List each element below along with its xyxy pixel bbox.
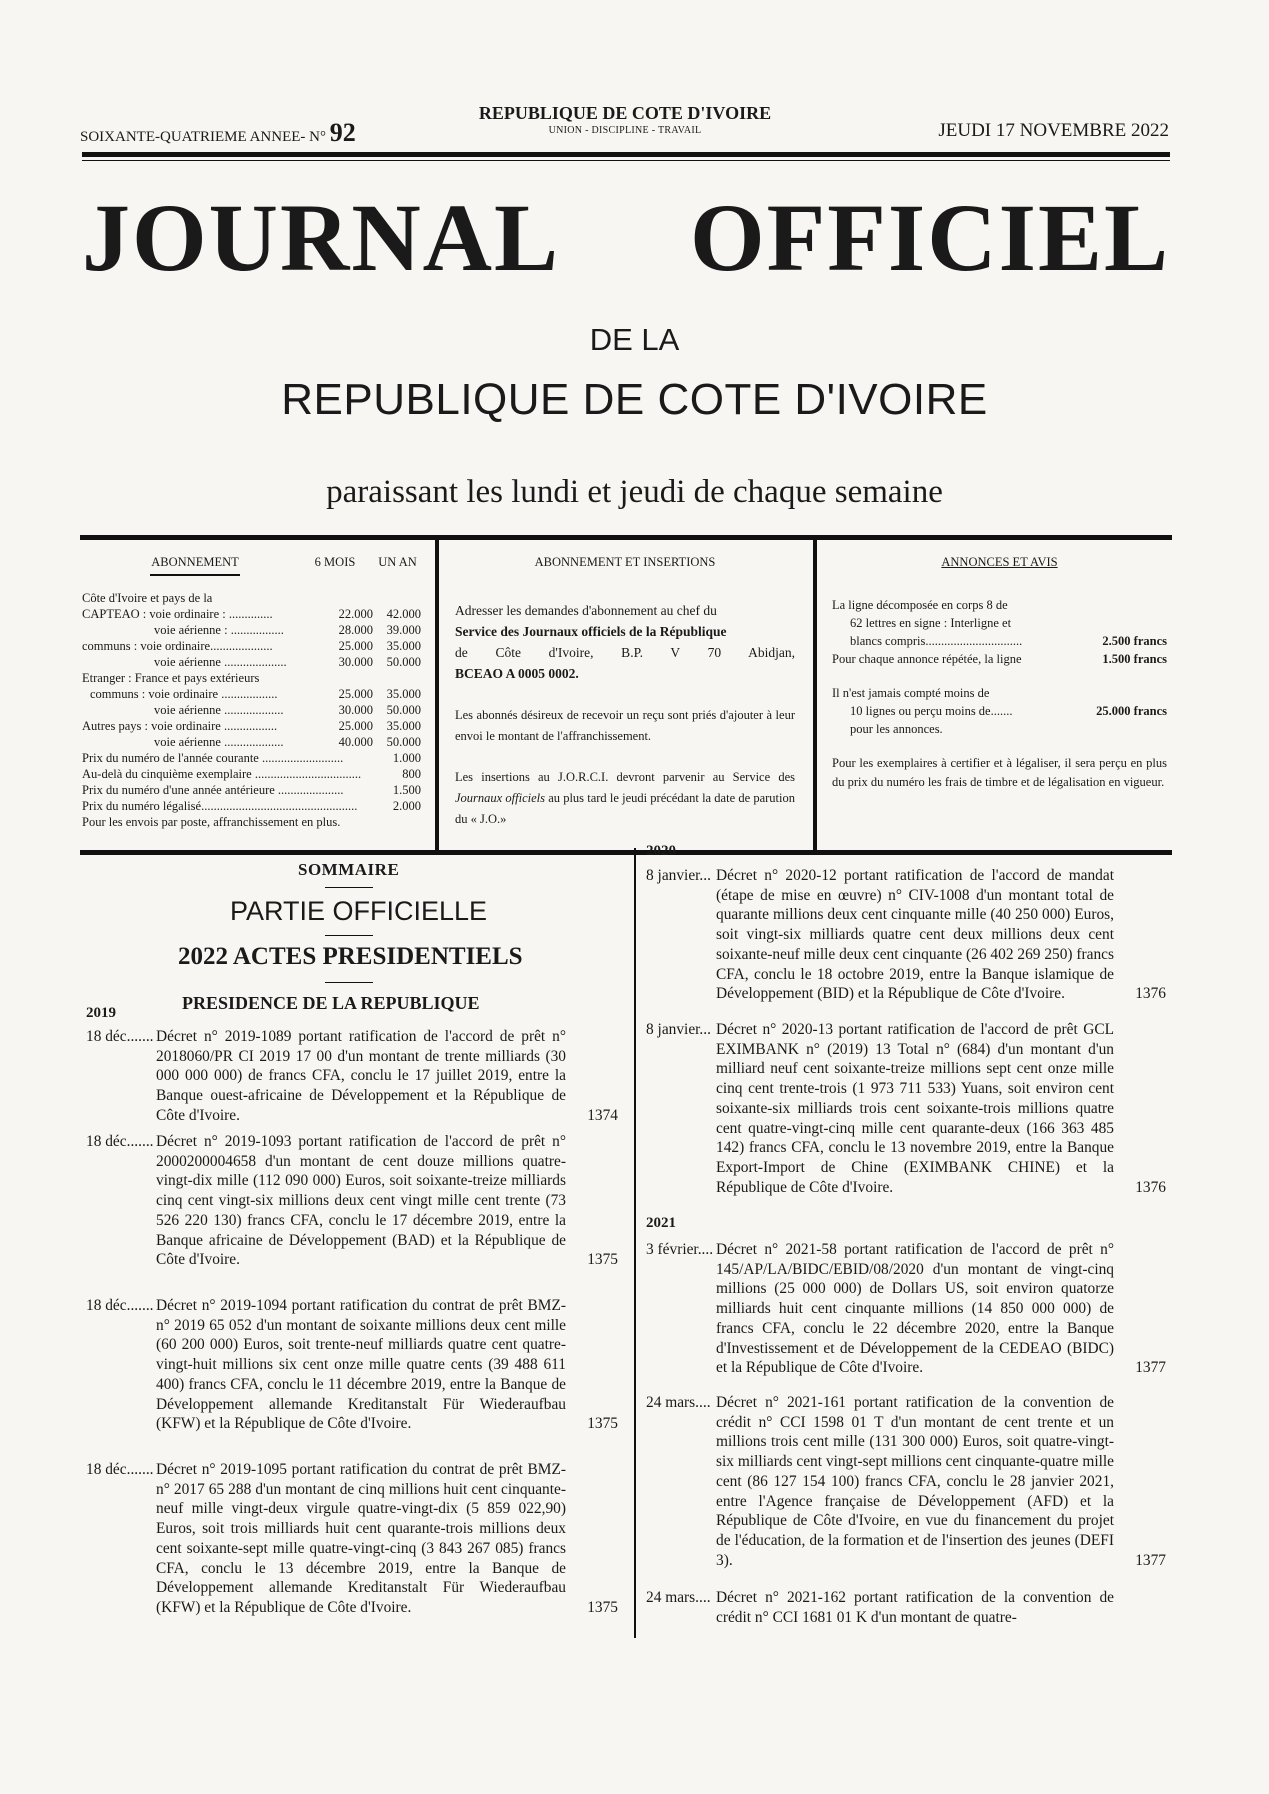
entry-text [86, 1132, 566, 1270]
issue-date: JEUDI 17 NOVEMBRE 2022 [938, 120, 1169, 141]
abonnement-rows [82, 606, 425, 750]
sommaire-entry [646, 1020, 1166, 1197]
issue-number [80, 118, 356, 148]
abonnement-rate-row [82, 702, 425, 718]
abonnement-footer: Pour les envois par poste, affranchissement en plus. [82, 815, 341, 829]
national-motto: UNION - DISCIPLINE - TRAVAIL [548, 125, 702, 136]
rate-unan: 50.000 [386, 735, 421, 749]
insertions-service-name: Service des Journaux officiels de la République [455, 624, 727, 639]
rate-label: voie aérienne : ................. [154, 623, 284, 637]
rate-unan: 35.000 [386, 639, 421, 653]
abonnement-rate-row [82, 718, 425, 734]
rate-label: voie aérienne .................... [154, 655, 287, 669]
sommaire-rule [325, 887, 373, 888]
annonces-line-3 [832, 632, 1167, 650]
entry-text-content: Décret n° 2019-1089 portant ratification de l'accord de prêt n° 2018060/PR CI 2019 17 00 d'un montant de trente milliards (30 000 000 000) de francs CFA, conclu le 17 juillet 2019, entre la Banque ouest-africaine de Développement et la République de Côte d'Ivoire. [156, 1028, 566, 1124]
actes-presidentiels: 2022 ACTES PRESIDENTIELS [178, 943, 523, 970]
issue-year-label: SOIXANTE-QUATRIEME ANNEE- N° [80, 129, 326, 145]
entry-date: 24 mars.... [646, 1589, 711, 1606]
price-label: Au-delà du cinquième exemplaire .................................. [82, 767, 362, 781]
entry-date: 18 déc....... [86, 1461, 154, 1478]
entry-text-content: Décret n° 2021-58 portant ratification de l'accord de prêt n° 145/AP/LA/BIDC/EBID/08/2020 d'un montant de vingt-cinq millions (25 000 000) de Dollars US, soit environ quatorze milliards huit cent cinquante millions (14 850 000 000) de francs CFA, conclu le 22 décembre 2020, entre la Banque d'Investissement et de Développement de la CEDEAO (BIDC) et la République de Côte d'Ivoire. [716, 1241, 1114, 1377]
entry-text [86, 1296, 566, 1434]
sommaire-entry [86, 1132, 618, 1270]
insertions-address-line: Adresser les demandes d'abonnement au chef du [455, 603, 717, 618]
presidence-heading: PRESIDENCE DE LA REPUBLIQUE [182, 993, 480, 1013]
title-word-journal: JOURNAL [82, 184, 561, 291]
entry-text [646, 866, 1114, 1004]
entry-page: 1377 [1135, 1359, 1166, 1377]
entry-text [86, 1460, 566, 1618]
annonces-line-2: 62 lettres en signe : Interligne et [850, 616, 1012, 630]
entry-text-content: Décret n° 2019-1094 portant ratification du contrat de prêt BMZ-n° 2019 65 052 d'un montant de soixante millions deux cent mille (60 200 000) Euros, soit trente-neuf milliards quatre cent quatre-vingt-huit millions six cent onze mille quatre cents (39 488 611 400) francs CFA, conclu le 11 décembre 2019, entre la Banque de Développement allemande Kreditanstalt Für Wiederaufbau (KFW) et la République de Côte d'Ivoire. [156, 1297, 566, 1433]
entry-text [86, 1027, 566, 1126]
sommaire-entry [86, 1027, 618, 1126]
entry-page: 1375 [587, 1251, 618, 1269]
rate-6mois: 30.000 [338, 703, 373, 717]
annonces-line-3-label: blancs compris............................... [850, 634, 1023, 648]
rate-6mois: 25.000 [338, 639, 373, 653]
entry-date: 18 déc....... [86, 1028, 154, 1045]
rate-unan: 35.000 [386, 719, 421, 733]
abonnement-rate-row [82, 622, 425, 638]
entry-text-content: Décret n° 2019-1093 portant ratification de l'accord de prêt n° 2000200004658 d'un montant de cent douze millions quatre-vingt-dix mille (112 090 000) Euros, soit soixante-treize milliards cinq cent vingt-six millions deux cent vingt mille cent trente (73 526 220 130) francs CFA, conclu le 17 décembre 2019, entre la Banque africaine de Développement (BAD) et la République de Côte d'Ivoire. [156, 1133, 566, 1269]
price-value: 1.000 [392, 751, 421, 765]
entry-text [646, 1393, 1114, 1570]
entry-page: 1375 [587, 1415, 618, 1433]
rate-label: Etranger : France et pays extérieurs [82, 671, 260, 685]
rate-unan [373, 670, 421, 686]
year-2019: 2019 [86, 1005, 116, 1021]
rate-label: communs : voie ordinaire.................... [82, 639, 273, 653]
entry-date: 18 déc....... [86, 1297, 154, 1314]
rate-unan: 35.000 [386, 687, 421, 701]
annonces-line-7: pour les annonces. [850, 722, 943, 736]
actes-rule [325, 982, 373, 983]
entry-text-content: Décret n° 2020-12 portant ratification de l'accord de mandat (étape de mise en œuvre) n° CIV-1008 d'un montant total de quarante millions deux cent cinquante mille (40 250 000) Euros, soit vingt-six milliards quatre cent deux millions deux cent soixante-neuf mille deux cent cinquante (26 402 269 250) francs CFA, conclu le 18 octobre 2019, entre la Banque islamique de Développement (BID) et la République de Côte d'Ivoire. [716, 867, 1114, 1003]
year-2020: 2020 [646, 843, 676, 859]
abonnement-price-row [82, 750, 425, 766]
insertions-deadline-a: Les insertions au J.O.R.C.I. devront parvenir au Service des [455, 770, 795, 784]
price-value: 2.000 [392, 799, 421, 813]
partie-officielle: PARTIE OFFICIELLE [230, 896, 488, 926]
header-rule-thin [82, 160, 1170, 161]
subtitle-de-la: DE LA [589, 322, 680, 357]
entry-text [646, 1020, 1114, 1197]
abonnement-header [80, 540, 425, 570]
insertions-receipt-note: Les abonnés désireux de recevoir un reçu sont priés d'ajouter à leur envoi le montant de l'affranchissement. [455, 708, 795, 743]
republic-header [470, 103, 780, 136]
annonces-line-6-label: 10 lignes ou perçu moins de....... [850, 704, 1013, 718]
rate-6mois: 28.000 [338, 623, 373, 637]
rate-label: voie aérienne ................... [154, 703, 284, 717]
price-label: Prix du numéro légalisé.................................................. [82, 799, 358, 813]
sommaire-title: SOMMAIRE [298, 860, 400, 879]
entry-text-content: Décret n° 2019-1095 portant ratification du contrat de prêt BMZ-n° 2017 65 288 d'un montant de cinq millions huit cent cinquante-neuf mille vingt-deux virgule quatre-vingt-dix (5 859 022,90) Euros, soit trois milliards huit cent quarante-trois millions deux cent soixante-sept mille quatre-vingt-cinq (3 843 267 085) francs CFA, conclu le 13 décembre 2019, entre la Banque de Développement allemande Kreditanstalt Für Wiederaufbau (KFW) et la République de Côte d'Ivoire. [156, 1461, 566, 1616]
insertions-heading: ABONNEMENT ET INSERTIONS [534, 555, 716, 569]
insertions-column [455, 540, 795, 830]
sommaire-entry [646, 1588, 1166, 1627]
year-2021: 2021 [646, 1215, 676, 1231]
entry-page: 1376 [1135, 1178, 1166, 1196]
abonnement-rate-row [82, 638, 425, 654]
abonnement-intro: Côte d'Ivoire et pays de la [82, 591, 213, 605]
price-value: 800 [402, 767, 421, 781]
entry-date: 8 janvier... [646, 867, 711, 884]
insertions-deadline-note [455, 767, 795, 830]
entry-date: 8 janvier... [646, 1021, 711, 1038]
annonces-line-6 [832, 702, 1167, 720]
sommaire-entry [86, 1296, 618, 1434]
rate-6mois: 22.000 [338, 607, 373, 621]
abonnement-rate-row [82, 670, 425, 686]
abonnement-rate-row [82, 654, 425, 670]
entry-text [646, 1588, 1114, 1627]
insertions-bceao: BCEAO A 0005 0002. [455, 666, 579, 681]
entry-date: 24 mars.... [646, 1394, 711, 1411]
abonnement-col-unan: UN AN [378, 555, 417, 569]
partie-rule [325, 935, 373, 936]
abonnement-price-row [82, 766, 425, 782]
annonces-legalisation-note: Pour les exemplaires à certifier et à légaliser, il sera perçu en plus du prix du numéro les frais de timbre et de légalisation en vigueur. [832, 756, 1167, 789]
rate-label: Autres pays : voie ordinaire ................. [82, 719, 278, 733]
rate-6mois: 30.000 [338, 655, 373, 669]
rate-label: communs : voie ordinaire .................. [90, 687, 278, 701]
entry-text-content: Décret n° 2021-162 portant ratification de la convention de crédit n° CCI 1681 01 K d'un montant de quatre- [716, 1589, 1114, 1626]
title-word-officiel: OFFICIEL [689, 184, 1170, 291]
rate-6mois: 25.000 [338, 687, 373, 701]
insertions-deadline-c: au plus tard le jeudi précédant la date de parution du « J.O.» [455, 791, 795, 826]
annonces-rates [832, 596, 1167, 792]
annonces-column [832, 540, 1167, 792]
abonnement-price-row [82, 782, 425, 798]
abonnement-rate-row [82, 686, 425, 702]
insertions-address [455, 600, 795, 684]
price-label: Prix du numéro d'une année antérieure ..................... [82, 783, 344, 797]
entry-page: 1375 [587, 1598, 618, 1616]
annonces-line-5: Il n'est jamais compté moins de [832, 686, 990, 700]
box-divider-2 [813, 540, 817, 850]
sommaire-entry [646, 866, 1166, 1004]
entry-page: 1376 [1135, 985, 1166, 1003]
insertions-bp: de Côte d'Ivoire, B.P. V 70 Abidjan, [455, 645, 795, 660]
republic-name: REPUBLIQUE DE COTE D'IVOIRE [478, 103, 772, 123]
abonnement-heading: ABONNEMENT [151, 555, 239, 569]
sommaire-entry [646, 1240, 1166, 1378]
entry-page: 1374 [587, 1106, 618, 1124]
entry-page: 1377 [1135, 1551, 1166, 1569]
annonces-line-4 [832, 650, 1167, 668]
abonnement-prices [82, 750, 425, 814]
header-rule [82, 152, 1170, 157]
entry-date: 18 déc....... [86, 1133, 154, 1150]
sommaire-entry [646, 1393, 1166, 1570]
rate-unan: 39.000 [386, 623, 421, 637]
price-label: Prix du numéro de l'année courante .......................... [82, 751, 344, 765]
abonnement-col-6mois: 6 MOIS [314, 555, 356, 569]
abonnement-rate-row [82, 734, 425, 750]
price-value: 1.500 [392, 783, 421, 797]
entry-text [646, 1240, 1114, 1378]
sommaire-entry [86, 1460, 618, 1618]
rate-6mois [323, 670, 373, 686]
annonces-heading [832, 540, 1167, 570]
issue-number-value: 92 [329, 118, 356, 147]
rate-6mois: 25.000 [338, 719, 373, 733]
rate-unan: 50.000 [386, 703, 421, 717]
annonces-line-6-value: 25.000 francs [1096, 704, 1167, 718]
abonnement-rate-row [82, 606, 425, 622]
column-divider [634, 848, 636, 1638]
entry-text-content: Décret n° 2020-13 portant ratification de l'accord de prêt GCL EXIMBANK n° (2019) 13 Total n° (684) d'un montant d'un milliard neuf cent soixante-treize millions sept cent onze mille cinq cent trente-trois (1 973 711 533) Yuans, soit environ cent soixante-six milliards trois cent soixante-trois millions quatre cent quatre-vingt-cinq mille cent quarante-deux (166 363 485 142) francs CFA, conclu le 13 novembre 2019, entre la Banque Export-Import de Chine (EXIMBANK CHINE) et la République de Côte d'Ivoire. [716, 1021, 1114, 1196]
rate-label: voie aérienne ................... [154, 735, 284, 749]
publication-schedule: paraissant les lundi et jeudi de chaque semaine [326, 474, 943, 510]
insertions-deadline-b: Journaux officiels [455, 791, 545, 805]
journal-title [82, 184, 1170, 291]
abonnement-price-row [82, 798, 425, 814]
abonnement-rates [80, 570, 425, 830]
subscription-info-box [80, 535, 1172, 855]
entry-text-content: Décret n° 2021-161 portant ratification de la convention de crédit n° CCI 1598 01 T d'un montant de cent trente et un millions trois cent mille (131 300 000) Euros, soit quatre-vingt-six milliards cent vingt-sept millions cent cinquante-quatre mille cent (86 127 154 100) francs CFA, conclu le 28 janvier 2021, entre l'Agence française de Développement (AFD) et la République de Côte d'Ivoire, en vue du financement du projet de l'éducation, de la formation et de l'insertion des jeunes (DEFI 3). [716, 1394, 1114, 1569]
annonces-line-1: La ligne décomposée en corps 8 de [832, 598, 1008, 612]
subtitle-republique: REPUBLIQUE DE COTE D'IVOIRE [281, 375, 988, 424]
annonces-line-4-value: 1.500 francs [1102, 652, 1167, 666]
rate-unan: 42.000 [386, 607, 421, 621]
box-divider-1 [435, 540, 439, 850]
entry-date: 3 février.... [646, 1241, 714, 1258]
annonces-heading-text: ANNONCES ET AVIS [941, 555, 1058, 569]
rate-label: CAPTEAO : voie ordinaire : .............. [82, 607, 273, 621]
annonces-line-3-value: 2.500 francs [1102, 634, 1167, 648]
rate-6mois: 40.000 [338, 735, 373, 749]
annonces-line-4-label: Pour chaque annonce répétée, la ligne [832, 652, 1022, 666]
rate-unan: 50.000 [386, 655, 421, 669]
abonnement-column [80, 540, 425, 830]
